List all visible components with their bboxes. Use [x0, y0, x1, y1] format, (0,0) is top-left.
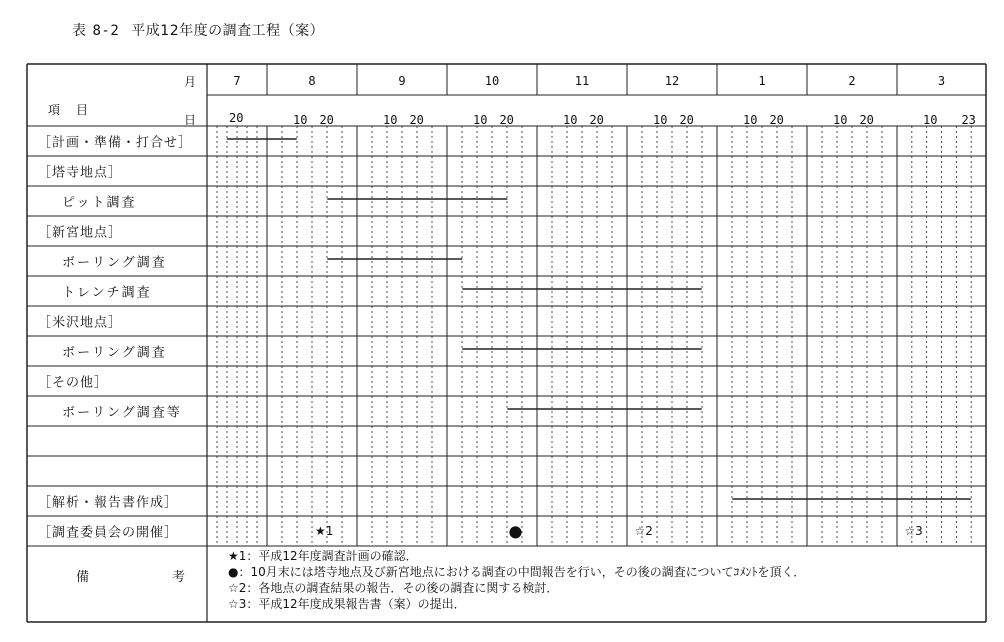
remark-note: ★1：平成12年度調査計画の確認．: [228, 549, 418, 563]
month-label: 10: [484, 74, 500, 88]
remark-note: ☆2：各地点の調査結果の報告．その後の調査に関する検討．: [228, 581, 559, 595]
month-label: 3: [937, 74, 946, 88]
month-label: 8: [308, 74, 316, 88]
remark-note: ☆3：平成12年度成果報告書（案）の提出．: [228, 597, 466, 611]
month-label: 12: [664, 74, 680, 88]
month-label: 7: [233, 74, 241, 88]
day-label: 10 20: [833, 113, 874, 127]
row-label: ［解析・報告書作成］: [38, 495, 179, 511]
month-label: 9: [398, 74, 406, 88]
item-header-label: 項 目: [48, 103, 91, 117]
day-label: 10 20: [293, 113, 334, 127]
month-label: 11: [574, 74, 590, 88]
day-label: 10 20: [743, 113, 784, 127]
row-label: ［調査委員会の開催］: [38, 525, 179, 541]
row-label: ［米沢地点］: [38, 315, 123, 331]
remarks-label-left: 備: [76, 570, 90, 585]
day-header-label: 日: [184, 113, 197, 127]
row-label: トレンチ調査: [62, 285, 152, 301]
title-number: 8-2: [92, 23, 120, 39]
row-label: ［塔寺地点］: [38, 165, 123, 181]
remark-note: ●：10月末には塔寺地点及び新宮地点における調査の中間報告を行い，その後の調査についてｺﾒﾝﾄを頂く．: [228, 565, 806, 579]
day-label: 10 23: [923, 113, 976, 127]
row-label: ボーリング調査等: [62, 405, 182, 421]
milestone-marker: ☆3: [904, 524, 923, 538]
milestone-marker: ★1: [315, 524, 334, 538]
milestone-marker: ●: [508, 521, 523, 541]
row-label: ［その他］: [38, 375, 109, 391]
month-label: 1: [758, 74, 766, 88]
row-label: ピット調査: [62, 195, 137, 211]
day-label: 20: [229, 111, 244, 125]
milestone-marker: ☆2: [634, 524, 653, 538]
title-text: 平成12年度の調査工程（案）: [131, 23, 325, 39]
month-label: 2: [848, 74, 856, 88]
day-label: 10 20: [653, 113, 694, 127]
row-label: ［計画・準備・打合せ］: [38, 135, 193, 151]
title-label: 表: [72, 23, 87, 39]
day-label: 10 20: [383, 113, 424, 127]
day-label: 10 20: [473, 113, 514, 127]
remarks-label-right: 考: [172, 570, 186, 585]
day-label: 10 20: [563, 113, 604, 127]
row-label: ボーリング調査: [62, 255, 167, 271]
row-label: ボーリング調査: [62, 345, 167, 361]
month-header-label: 月: [184, 75, 197, 89]
row-label: ［新宮地点］: [38, 225, 123, 241]
